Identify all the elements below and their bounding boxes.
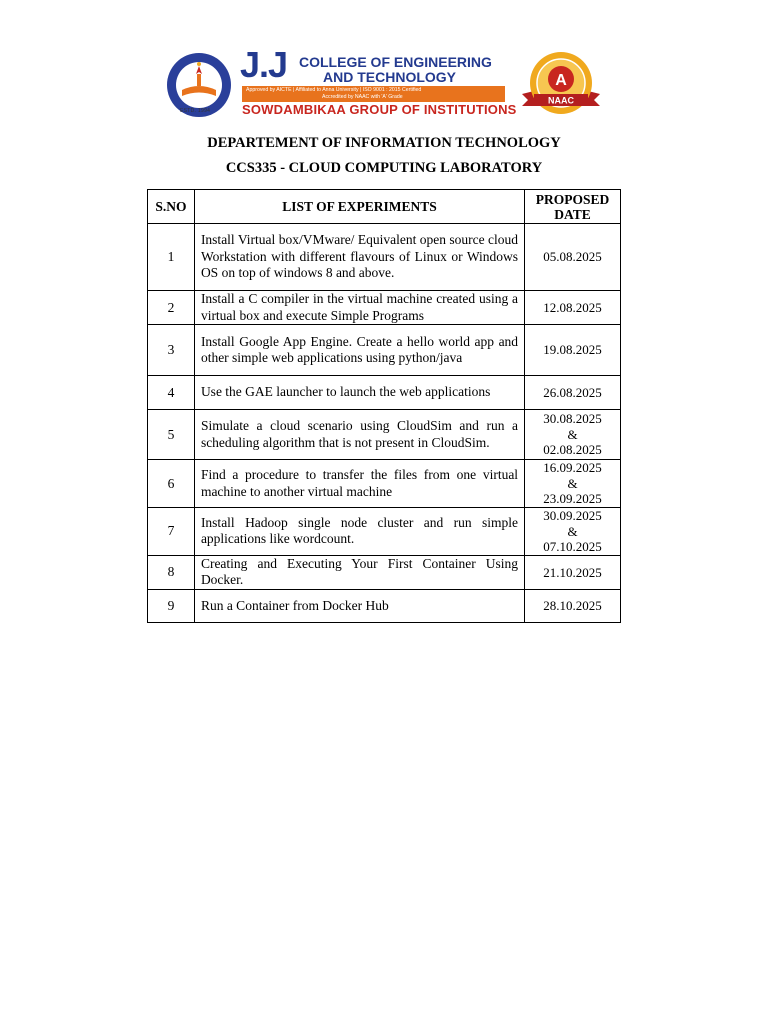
date-line: 30.08.2025: [543, 411, 602, 427]
date-line: 26.08.2025: [543, 384, 602, 400]
date-line: 19.08.2025: [543, 342, 602, 358]
table-row: [148, 555, 621, 589]
row-sno: 6: [148, 460, 195, 508]
accreditation-text: [246, 87, 504, 101]
table-header-row: [148, 190, 621, 224]
header-sno: S.NO: [148, 190, 195, 224]
date-line: 16.09.2025: [543, 460, 602, 476]
table-row: [148, 589, 621, 622]
row-date: [525, 507, 621, 555]
row-date: [525, 224, 621, 291]
header-date-line2: DATE: [554, 206, 591, 222]
naac-grade: A: [555, 72, 567, 89]
header-experiments: LIST OF EXPERIMENTS: [194, 190, 524, 224]
table-row: [148, 507, 621, 555]
table-row: [148, 376, 621, 410]
row-experiment: Install Hadoop single node cluster and run simple applications like wordcount.: [194, 507, 524, 555]
row-sno: 7: [148, 507, 195, 555]
experiments-table: [147, 189, 621, 623]
group-name: SOWDAMBIKAA GROUP OF INSTITUTIONS: [242, 102, 517, 117]
row-sno: 4: [148, 376, 195, 410]
row-experiment: Creating and Executing Your First Container Using Docker.: [194, 555, 524, 589]
jj-logo: J.J: [240, 44, 288, 85]
table-row: [148, 325, 621, 376]
date-line: 23.09.2025: [543, 491, 602, 507]
row-experiment: Install a C compiler in the virtual machine created using a virtual box and execute Simple Programs: [194, 291, 524, 325]
row-date: [525, 376, 621, 410]
row-date: [525, 460, 621, 508]
row-experiment: Find a procedure to transfer the files from one virtual machine to another virtual machine: [194, 460, 524, 508]
table-row: [148, 410, 621, 460]
row-sno: 5: [148, 410, 195, 460]
date-line: 02.08.2025: [543, 442, 602, 458]
accreditation-line1: Approved by AICTE | Affiliated to Anna University | ISO 9001 : 2015 Certified: [246, 87, 422, 93]
date-line: 21.10.2025: [543, 564, 602, 580]
row-experiment: Simulate a cloud scenario using CloudSim and run a scheduling algorithm that is not present in CloudSim.: [194, 410, 524, 460]
letterhead: [166, 44, 606, 122]
accreditation-line2: Accredited by NAAC with 'A' Grade: [322, 94, 403, 100]
date-separator: &: [567, 523, 578, 539]
table-row: [148, 460, 621, 508]
row-date: [525, 325, 621, 376]
date-separator: &: [567, 475, 578, 491]
estd-text: ESTD. 1994: [180, 108, 211, 114]
table-row: [148, 224, 621, 291]
date-line: 05.08.2025: [543, 249, 602, 265]
row-experiment: Use the GAE launcher to launch the web applications: [194, 376, 524, 410]
college-name-line1: COLLEGE OF ENGINEERING: [299, 54, 492, 70]
row-date: [525, 291, 621, 325]
date-separator: &: [567, 426, 578, 442]
row-sno: 9: [148, 589, 195, 622]
table-row: [148, 291, 621, 325]
header-date: [525, 190, 621, 224]
course-title: CCS335 - CLOUD COMPUTING LABORATORY: [225, 160, 543, 176]
header-date-line1: PROPOSED: [535, 191, 610, 207]
department-title: DEPARTEMENT OF INFORMATION TECHNOLOGY: [207, 135, 561, 151]
row-experiment: Run a Container from Docker Hub: [194, 589, 524, 622]
date-line: 12.08.2025: [543, 299, 602, 315]
row-sno: 8: [148, 555, 195, 589]
naac-badge-icon: [516, 50, 606, 120]
date-line: 28.10.2025: [543, 598, 602, 614]
college-name-line2: AND TECHNOLOGY: [323, 69, 456, 85]
row-sno: 1: [148, 224, 195, 291]
row-experiment: Install Virtual box/VMware/ Equivalent open source cloud Workstation with different flavours of Linux or Windows OS on top of windows 8 and above.: [194, 224, 524, 291]
date-line: 30.09.2025: [543, 507, 602, 523]
row-date: [525, 410, 621, 460]
row-date: [525, 555, 621, 589]
row-experiment: Install Google App Engine. Create a hello world app and other simple web applications using python/java: [194, 325, 524, 376]
date-line: 07.10.2025: [543, 539, 602, 555]
row-date: [525, 589, 621, 622]
naac-label: NAAC: [548, 95, 574, 106]
row-sno: 2: [148, 291, 195, 325]
row-sno: 3: [148, 325, 195, 376]
